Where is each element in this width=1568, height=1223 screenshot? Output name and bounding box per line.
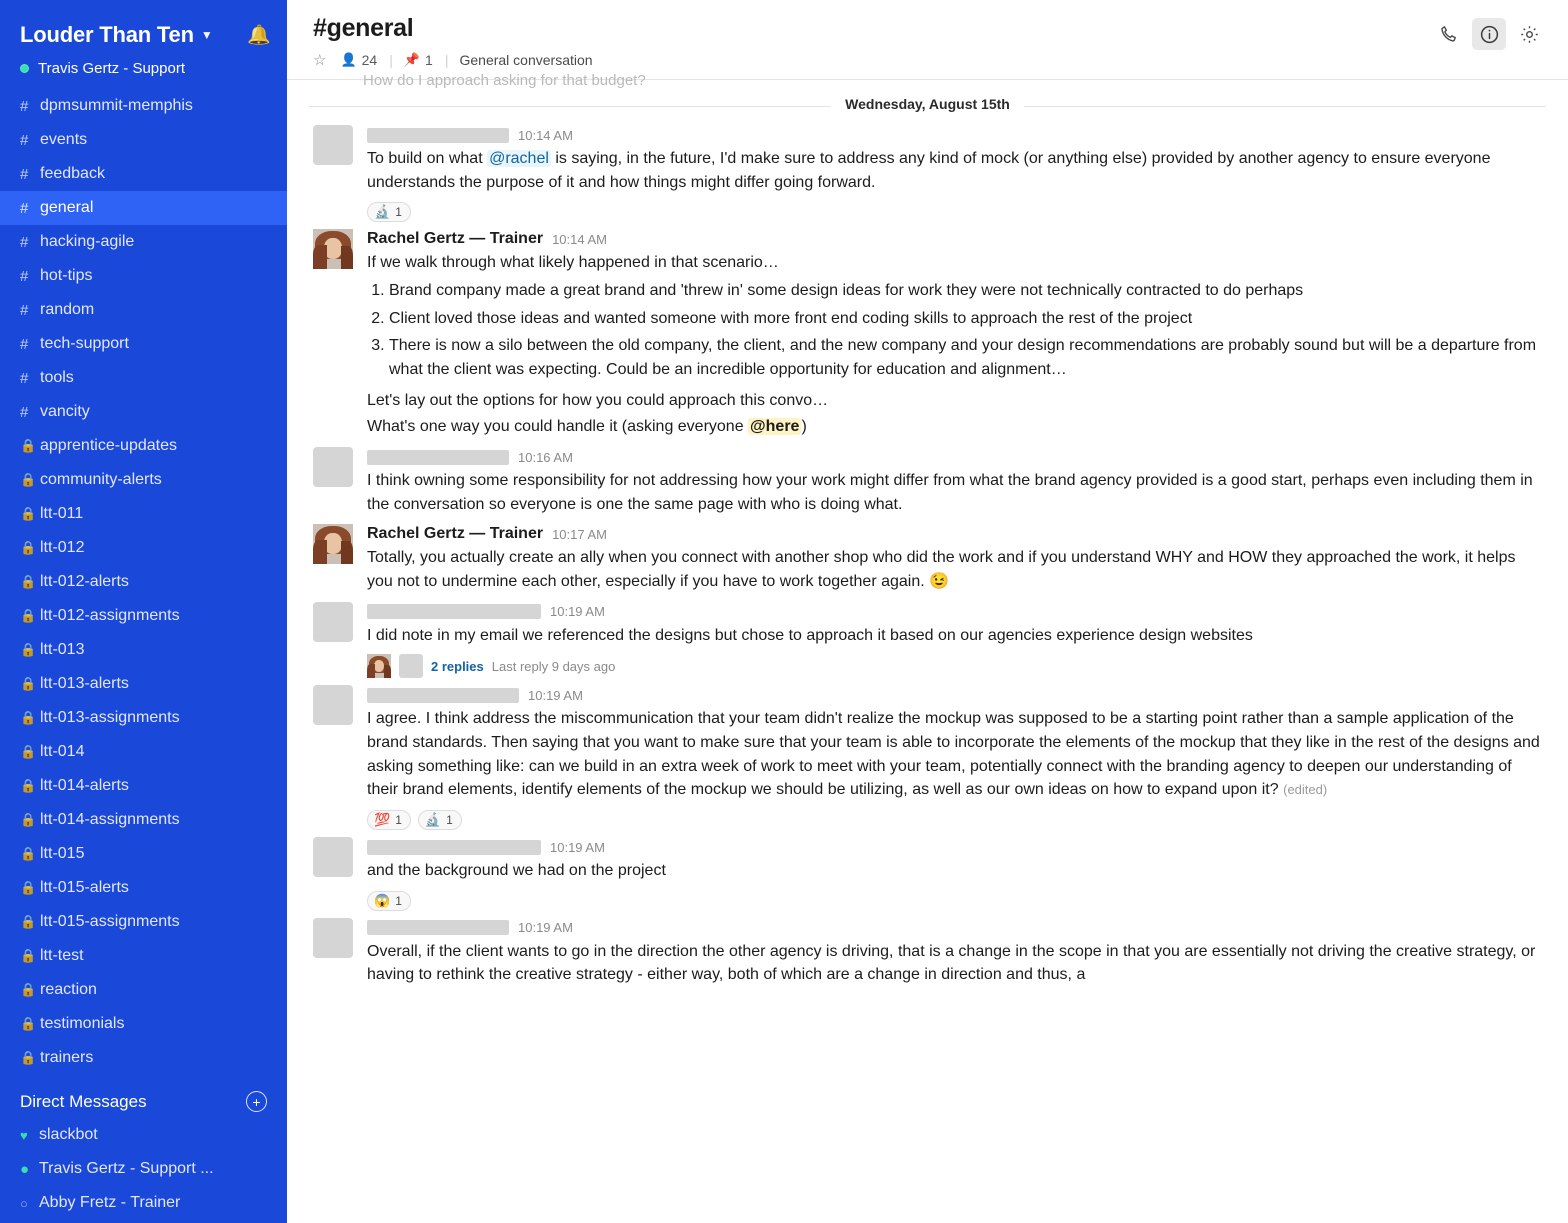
message-author-redacted: [367, 128, 509, 143]
message-time: 10:19 AM: [550, 839, 605, 855]
direct-messages-header[interactable]: [0, 1075, 287, 1118]
lock-icon: 🔒: [20, 1050, 37, 1065]
message-paragraph: and the background we had on the project: [367, 862, 666, 880]
sidebar-item-ltt-015-assignments[interactable]: [0, 905, 287, 939]
channel-label: ltt-013-assignments: [40, 709, 180, 726]
thread-avatar: [399, 654, 423, 678]
message-time: 10:16 AM: [518, 449, 573, 465]
channel-label: feedback: [40, 165, 105, 182]
sidebar-item-reaction[interactable]: [0, 973, 287, 1007]
message-item: [287, 680, 1568, 832]
reaction-count: 1: [395, 813, 402, 828]
sidebar: [0, 0, 287, 1223]
channel-label: tech-support: [40, 335, 129, 352]
channel-label: community-alerts: [40, 471, 162, 488]
message-outro-2: [367, 415, 1542, 439]
channel-label: hacking-agile: [40, 233, 135, 250]
lock-icon: 🔒: [20, 710, 37, 725]
dm-item-abby-fretz[interactable]: [0, 1186, 287, 1220]
sidebar-item-ltt-013[interactable]: [0, 633, 287, 667]
dm-item-travis-gertz[interactable]: [0, 1152, 287, 1186]
avatar[interactable]: [313, 918, 353, 958]
sidebar-item-ltt-012[interactable]: [0, 531, 287, 565]
avatar[interactable]: [313, 837, 353, 877]
presence-indicator: [20, 64, 29, 73]
meta-divider-1: |: [389, 52, 393, 68]
reaction-count: 1: [395, 205, 402, 220]
people-icon: 👤: [340, 52, 357, 67]
avatar[interactable]: [313, 447, 353, 487]
channel-label: random: [40, 301, 95, 318]
sidebar-item-ltt-014-alerts[interactable]: [0, 769, 287, 803]
channel-label: ltt-014-assignments: [40, 811, 180, 828]
sidebar-item-random[interactable]: # random: [20, 301, 95, 319]
sidebar-item-dpmsummit-memphis[interactable]: # dpmsummit-memphis: [20, 97, 193, 115]
dm-label: Abby Fretz - Trainer: [39, 1194, 181, 1211]
sidebar-item-hot-tips[interactable]: # hot-tips: [20, 267, 93, 285]
sidebar-item-general[interactable]: # general: [0, 191, 287, 225]
reaction-bar: [367, 891, 1542, 911]
reaction-emoji: 😱: [374, 892, 391, 908]
message-time: 10:19 AM: [518, 920, 573, 936]
dm-item-slackbot[interactable]: [0, 1118, 287, 1152]
message-author[interactable]: Rachel Gertz — Trainer: [367, 230, 544, 248]
message-author-redacted: [367, 450, 509, 465]
thread-last-reply: Last reply 9 days ago: [491, 658, 616, 674]
avatar[interactable]: [313, 229, 353, 269]
channel-label: ltt-015-assignments: [40, 913, 180, 930]
avatar[interactable]: [313, 125, 353, 165]
message-author-redacted: [367, 688, 519, 703]
reaction-emoji: 🔬: [374, 204, 391, 220]
meta-divider-2: |: [444, 52, 449, 68]
lock-icon: 🔒: [20, 676, 37, 691]
channel-label: dpmsummit-memphis: [40, 97, 193, 114]
message-text: [367, 707, 1542, 802]
reaction-chip[interactable]: [367, 810, 411, 830]
day-separator: [287, 96, 1568, 116]
sidebar-item-ltt-014-assignments[interactable]: [0, 803, 287, 837]
message-item: [287, 120, 1568, 224]
edited-label: (edited): [1283, 782, 1328, 798]
current-user-label: Travis Gertz - Support: [38, 60, 185, 77]
message-intro: If we walk through what likely happened in that scenario…: [367, 254, 779, 272]
chevron-down-icon[interactable]: ▼: [200, 28, 213, 42]
message-item: [287, 913, 1568, 990]
sidebar-item-testimonials[interactable]: [0, 1007, 287, 1041]
thread-replies-link[interactable]: 2 replies: [431, 658, 484, 674]
message-paragraph: I did note in my email we referenced the designs but chose to approach it based on our agencies experience design websites: [367, 626, 1253, 644]
message-author[interactable]: Rachel Gertz — Trainer: [367, 525, 544, 543]
channel-label: ltt-test: [40, 947, 84, 964]
direct-messages-title: Direct Messages: [20, 1091, 147, 1111]
channel-meta: [313, 51, 1432, 69]
user-mention[interactable]: @rachel: [489, 150, 549, 167]
ordered-list: [367, 279, 1542, 382]
message-time: 10:19 AM: [528, 687, 583, 703]
channel-label: hot-tips: [40, 267, 93, 284]
list-item: 1. Brand company made a great brand and 'threw in' some design ideas for work they were not technically contracted to do perhaps: [389, 279, 1542, 303]
sidebar-item-vancity[interactable]: # vancity: [20, 403, 90, 421]
channel-label: ltt-014: [40, 743, 85, 760]
message-text: [367, 940, 1542, 987]
channel-label: tools: [40, 369, 74, 386]
channel-list: [0, 89, 287, 1075]
message-time: 10:14 AM: [518, 127, 573, 143]
message-paragraph: Overall, if the client wants to go in the direction the other agency is driving, that is a change in the scope in that you are essentially not driving the creative strategy, or having to rethink the creative strategy - either way, both of which are a change in direction and thus, a: [367, 942, 1536, 984]
lock-icon: 🔒: [20, 880, 37, 895]
page-title: #general: [313, 14, 414, 42]
sidebar-item-tech-support[interactable]: # tech-support: [20, 335, 129, 353]
pins-count[interactable]: [404, 52, 433, 68]
here-mention[interactable]: @here: [750, 418, 800, 436]
reaction-emoji: 💯: [374, 812, 391, 828]
channel-topic[interactable]: General conversation: [459, 52, 593, 68]
lock-icon: 🔒: [20, 744, 37, 759]
phone-icon[interactable]: [1432, 18, 1466, 50]
lock-icon: 🔒: [20, 914, 37, 929]
sidebar-item-trainers[interactable]: [0, 1041, 287, 1075]
message-outro-1: Let's lay out the options for how you could approach this convo…: [367, 391, 829, 409]
thread-summary[interactable]: [367, 654, 1542, 678]
lock-icon: 🔒: [20, 506, 37, 521]
channel-label: ltt-011: [40, 505, 84, 522]
presence-online-icon: ●: [20, 1160, 30, 1178]
sidebar-item-ltt-014[interactable]: [0, 735, 287, 769]
message-paragraph: Totally, you actually create an ally when you connect with another shop who did the work and if you understand WHY and HOW they approached the work, it helps you not to undermine each other, especially if you have to work together again. 😉: [367, 549, 1516, 591]
sidebar-item-apprentice-updates[interactable]: [0, 429, 287, 463]
sidebar-item-feedback[interactable]: # feedback: [20, 165, 105, 183]
message-time: 10:17 AM: [552, 526, 607, 542]
lock-icon: 🔒: [20, 778, 37, 793]
message-item: [287, 224, 1568, 442]
message-paragraph: I agree. I think address the miscommunication that your team didn't realize the mockup was supposed to be a starting point rather than a sample application of the brand standards. Then saying that you want to make sure that your team is able to incorporate the elements of the mockup that they like in the rest of the designs and asking something like: can we build in an extra week of work to meet with your team, potentially connect with the branding agency to deepen our understanding of their brand elements, identify elements of the mockup we should be utilizing, as well as our own ideas on how to expand upon it?: [367, 710, 1540, 799]
reaction-chip[interactable]: [367, 891, 411, 911]
channel-label: ltt-012-alerts: [40, 573, 129, 590]
thread-avatar: [367, 654, 391, 678]
team-header[interactable]: [0, 0, 287, 58]
sidebar-item-ltt-test[interactable]: [0, 939, 287, 973]
bell-icon[interactable]: 🔔: [247, 25, 271, 46]
message-list[interactable]: [287, 72, 1568, 1223]
lock-icon: 🔒: [20, 846, 37, 861]
message-item: [287, 519, 1568, 596]
info-icon[interactable]: [1472, 18, 1506, 50]
reaction-bar: [367, 810, 1542, 830]
message-text: [367, 859, 1542, 883]
message-paragraph: I think owning some responsibility for not addressing how your work might differ from what the brand agency provided is a good start, perhaps even including them in the conversation so everyone is one the same page with who is doing what.: [367, 472, 1533, 513]
pin-icon: 📌: [403, 52, 421, 67]
reaction-chip[interactable]: [418, 810, 462, 830]
message-text: [367, 251, 1542, 439]
channel-label: events: [40, 131, 88, 148]
message-text: [367, 546, 1542, 593]
channel-label: ltt-013-alerts: [40, 675, 129, 692]
outro-pre: What's one way you could handle it (asking everyone: [367, 418, 749, 436]
avatar[interactable]: [313, 602, 353, 642]
presence-offline-icon: ○: [20, 1195, 28, 1211]
team-name: Louder Than Ten: [20, 22, 194, 47]
message-item: [287, 832, 1568, 913]
clipped-message-top: How do I approach asking for that budget?: [363, 72, 646, 89]
avatar[interactable]: [313, 524, 353, 564]
message-author-redacted: [367, 920, 509, 935]
message-author-redacted: [367, 840, 541, 855]
channel-label: reaction: [40, 981, 97, 998]
channel-label: ltt-012: [40, 539, 85, 556]
lock-icon: 🔒: [20, 472, 37, 487]
channel-label: vancity: [40, 403, 90, 420]
lock-icon: 🔒: [20, 540, 37, 555]
channel-label: apprentice-updates: [40, 437, 177, 454]
main-panel: [287, 0, 1568, 1223]
sidebar-item-ltt-013-assignments[interactable]: [0, 701, 287, 735]
message-time: 10:19 AM: [550, 604, 605, 620]
sidebar-item-ltt-012-assignments[interactable]: [0, 599, 287, 633]
lock-icon: 🔒: [20, 608, 37, 623]
message-item: [287, 597, 1568, 681]
sidebar-item-tools[interactable]: # tools: [20, 369, 74, 387]
channel-label: general: [40, 199, 94, 216]
sidebar-item-ltt-015[interactable]: [0, 837, 287, 871]
members-count-value: 24: [361, 52, 378, 68]
channel-label: trainers: [40, 1049, 94, 1066]
lock-icon: 🔒: [20, 948, 37, 963]
sidebar-item-hacking-agile[interactable]: # hacking-agile: [20, 233, 135, 251]
message-text: [367, 624, 1542, 648]
current-user[interactable]: [0, 58, 287, 89]
pins-count-value: 1: [425, 52, 433, 68]
list-item: 2. Client loved those ideas and wanted someone with more front end coding skills to approach the rest of the project: [389, 307, 1542, 331]
message-text: [367, 469, 1542, 516]
message-author-redacted: [367, 604, 541, 619]
outro-post: ): [801, 418, 807, 436]
lock-icon: 🔒: [20, 1016, 37, 1031]
star-icon[interactable]: ☆: [313, 52, 327, 69]
plus-circle-icon[interactable]: +: [246, 1091, 267, 1112]
message-item: [287, 442, 1568, 519]
reaction-count: 1: [446, 813, 453, 828]
sidebar-item-community-alerts[interactable]: [0, 463, 287, 497]
channel-label: ltt-015-alerts: [40, 879, 129, 896]
channel-label: ltt-015: [40, 845, 85, 862]
channel-label: ltt-013: [40, 641, 85, 658]
lock-icon: 🔒: [20, 982, 37, 997]
sidebar-item-events[interactable]: # events: [20, 131, 88, 149]
lock-icon: 🔒: [20, 574, 37, 589]
channel-label: testimonials: [40, 1015, 125, 1032]
dm-label: Travis Gertz - Support ...: [39, 1160, 214, 1177]
lock-icon: 🔒: [20, 812, 37, 827]
message-time: 10:14 AM: [552, 231, 607, 247]
heart-icon: ♥: [20, 1127, 28, 1143]
list-item: 3. There is now a silo between the old company, the client, and the new company and your design recommendations are probably sound but will be a departure from what the client was expecting. Could be an incredible opportunity for education and alignment…: [389, 334, 1542, 381]
reaction-emoji: 🔬: [424, 812, 442, 828]
channel-label: ltt-014-alerts: [40, 777, 129, 794]
sidebar-item-ltt-012-alerts[interactable]: [0, 565, 287, 599]
sidebar-item-ltt-015-alerts[interactable]: [0, 871, 287, 905]
dm-label: slackbot: [39, 1126, 98, 1143]
channel-label: ltt-012-assignments: [40, 607, 180, 624]
members-count[interactable]: [340, 52, 377, 68]
sidebar-item-ltt-013-alerts[interactable]: [0, 667, 287, 701]
day-separator-label: Wednesday, August 15th: [831, 96, 1024, 112]
lock-icon: 🔒: [20, 642, 37, 657]
lock-icon: 🔒: [20, 438, 37, 453]
reaction-bar: [367, 202, 1542, 222]
gear-icon[interactable]: [1512, 18, 1546, 50]
avatar[interactable]: [313, 685, 353, 725]
message-text: To build on what @rachel is saying, in the future, I'd make sure to address any kind of mock (or anything else) provided by another agency to ensure everyone understands the purpose of it and how things might differ going forward.: [367, 150, 1491, 191]
sidebar-item-ltt-011[interactable]: [0, 497, 287, 531]
reaction-count: 1: [395, 893, 402, 908]
reaction-chip[interactable]: [367, 202, 411, 222]
